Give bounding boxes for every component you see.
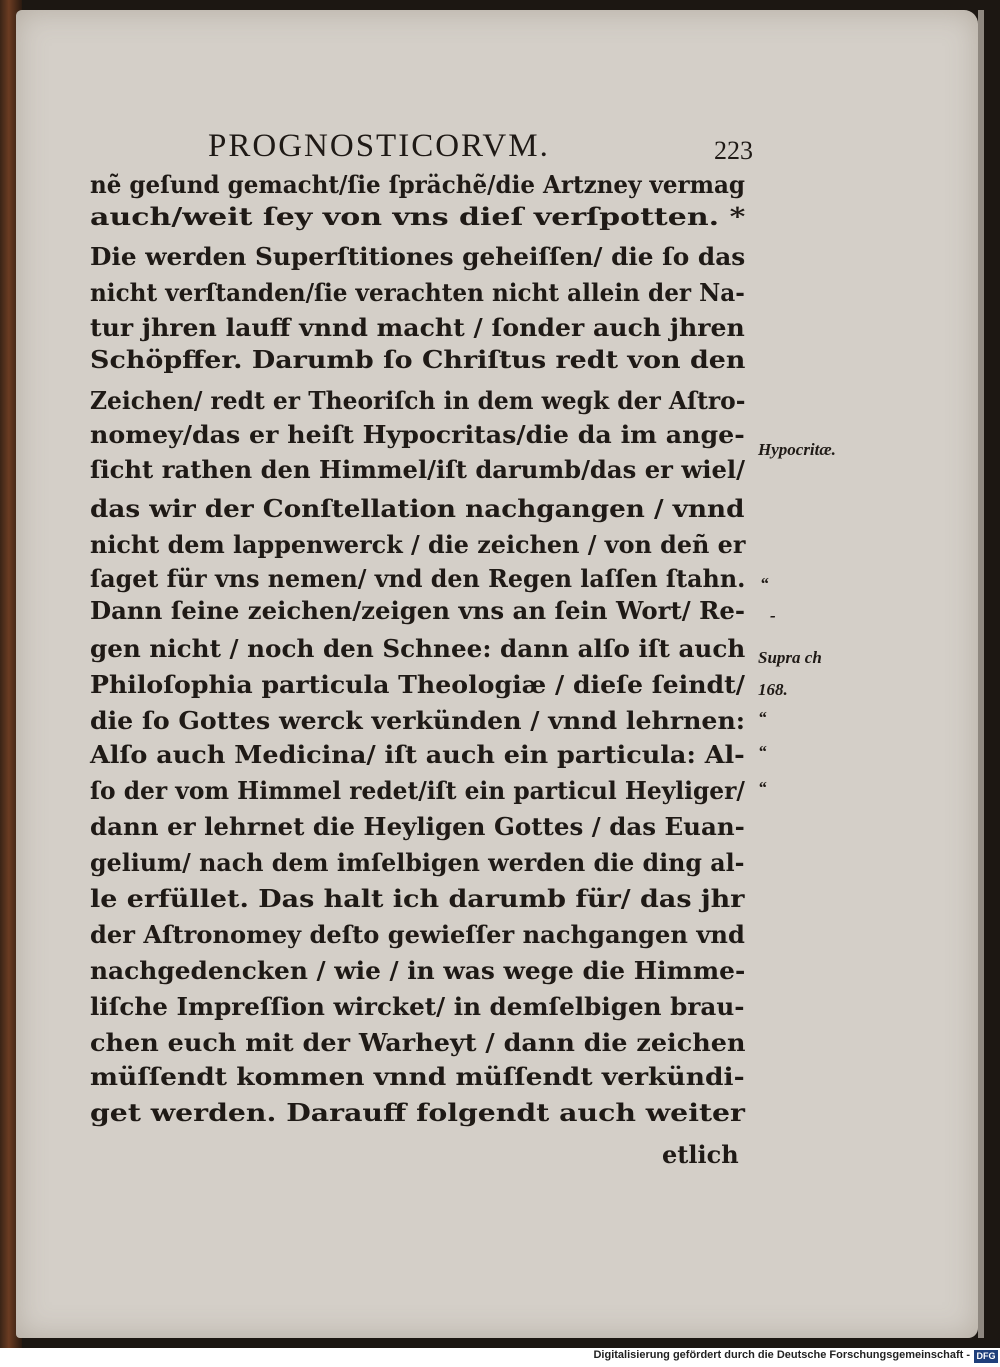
text-line: ſicht rathen den Himmel/iſt darumb/das er wiel/ xyxy=(90,455,745,484)
marginal-note: 168. xyxy=(758,680,788,699)
funding-credit: Digitalisierung gefördert durch die Deutsche Forschungsgemeinschaft - xyxy=(593,1349,970,1361)
text-line: ſaget für vns nemen/ vnd den Regen laſſen ſtahn. xyxy=(90,564,746,593)
page-edge xyxy=(978,10,984,1338)
text-line: le erfüllet. Das halt ich darumb für/ das jhr xyxy=(90,884,745,913)
text-line: nẽ geſund gemacht/ſie ſprächẽ/die Artzney vermag xyxy=(90,170,745,199)
text-line: chen euch mit der Warheyt / dann die zeichen xyxy=(90,1028,746,1057)
marginal-note: “ xyxy=(760,574,769,593)
marginal-note: - xyxy=(770,606,776,625)
marginal-note: “ xyxy=(758,778,767,797)
text-line: auch/weit ſey von vns dieſ verſpotten. * xyxy=(90,202,746,231)
marginal-note: “ xyxy=(758,708,767,727)
marginal-note: “ xyxy=(758,742,767,761)
text-line: gen nicht / noch den Schnee: dann alſo iſt auch xyxy=(90,634,746,663)
marginal-note: Hypocritæ. xyxy=(758,440,836,459)
text-line: nomey/das er heiſt Hypocritas/die da im ange- xyxy=(90,420,745,449)
text-line: nicht dem lappenwerck / die zeichen / von deñ er xyxy=(90,530,746,559)
footer-bar xyxy=(0,1348,1000,1367)
text-line: Die werden Superſtitiones geheiſſen/ die ſo das xyxy=(90,242,746,271)
marginal-note: Supra ch xyxy=(758,648,822,667)
catchword: etlich xyxy=(662,1140,739,1169)
text-line: Zeichen/ redt er Theoriſch in dem wegk der Aſtro- xyxy=(90,386,746,415)
text-line: die ſo Gottes werck verkünden / vnnd lehrnen: xyxy=(90,706,746,735)
text-line: Dann ſeine zeichen/zeigen vns an ſein Wort/ Re- xyxy=(90,596,745,625)
text-line: der Aſtronomey deſto gewieſſer nachgangen vnd xyxy=(90,920,745,949)
text-line: tur jhren lauff vnnd macht / ſonder auch jhren xyxy=(90,313,745,342)
running-title: PROGNOSTICORVM. xyxy=(208,128,550,164)
text-line: ſo der vom Himmel redet/iſt ein particul Heyliger/ xyxy=(90,776,745,805)
text-line: das wir der Conſtellation nachgangen / vnnd xyxy=(90,494,745,523)
text-line: nachgedencken / wie / in was wege die Himme- xyxy=(90,956,746,985)
text-line: Alſo auch Medicina/ iſt auch ein particula: Al- xyxy=(90,740,745,769)
text-line: liſche Impreſſion wircket/ in demſelbigen brau- xyxy=(90,992,745,1021)
text-line: Schöpffer. Darumb ſo Chriſtus redt von den xyxy=(90,345,746,374)
text-line: dann er lehrnet die Heyligen Gottes / das Euan- xyxy=(90,812,745,841)
dfg-logo: DFG xyxy=(974,1350,998,1363)
text-line: gelium/ nach dem imſelbigen werden die ding al- xyxy=(90,848,745,877)
text-line: Philoſophia particula Theologiæ / dieſe ſeindt/ xyxy=(90,670,746,699)
text-line: nicht verſtanden/ſie verachten nicht allein der Na- xyxy=(90,278,745,307)
text-line: get werden. Darauff folgendt auch weiter xyxy=(90,1098,745,1127)
page-number: 223 xyxy=(714,136,753,165)
text-line: müſſendt kommen vnnd müſſendt verkündi- xyxy=(90,1062,745,1091)
